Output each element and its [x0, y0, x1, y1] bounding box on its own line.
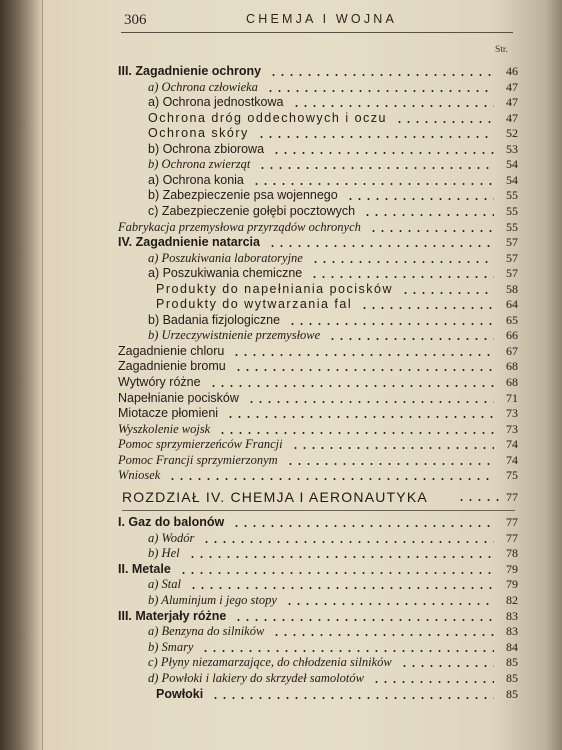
toc-dot-leader [202, 541, 494, 543]
toc-page-number: 67 [506, 343, 518, 358]
toc-page-number: 65 [506, 312, 518, 327]
running-title: CHEMJA I WOJNA [246, 12, 398, 26]
toc-dot-leader [292, 105, 494, 107]
toc-dot-leader [286, 463, 494, 465]
toc-entry [0, 468, 562, 483]
toc-entry [0, 437, 562, 452]
toc-entry [0, 655, 562, 670]
toc-dot-leader [346, 198, 494, 200]
chapter-heading [122, 488, 522, 506]
toc-dot-leader [232, 354, 494, 356]
toc-entry-title: b) Smary [148, 639, 194, 654]
toc-entry-title: Napełnianie pocisków [118, 390, 239, 405]
toc-entry [0, 546, 562, 561]
toc-entry [0, 126, 562, 141]
toc-entry [0, 375, 562, 390]
toc-page-number: 57 [506, 235, 518, 250]
toc-entry [0, 687, 562, 702]
toc-entry-title: I. Gaz do balonów [118, 515, 225, 529]
toc-page-number: 52 [506, 126, 518, 141]
toc-page-number: 84 [506, 639, 518, 654]
toc-dot-leader [189, 587, 494, 589]
toc-entry [0, 640, 562, 655]
toc-entry-title: Wytwóry różne [118, 375, 201, 389]
toc-dot-leader [272, 152, 494, 154]
page-number: 306 [124, 12, 147, 28]
toc-dot-leader [268, 245, 494, 247]
toc-page-number: 73 [506, 406, 518, 421]
toc-entry [0, 344, 562, 359]
toc-entry [0, 671, 562, 686]
toc-page-number: 85 [506, 671, 518, 685]
toc-page-number: 77 [506, 530, 518, 545]
toc-entry [0, 577, 562, 592]
toc-dot-leader [310, 276, 494, 278]
toc-entry-title: II. Metale [118, 561, 171, 576]
toc-entry [0, 157, 562, 172]
toc-entry-title: a) Stal [148, 577, 181, 592]
toc-entry [0, 251, 562, 266]
toc-page-number: 55 [506, 188, 518, 203]
toc-entry-title: b) Ochrona zwierząt [148, 157, 251, 172]
toc-entry-title: b) Badania fizjologiczne [148, 312, 281, 327]
toc-page-number: 85 [506, 686, 518, 701]
toc-page-number: 71 [506, 390, 518, 405]
toc-page-number: 82 [506, 593, 518, 607]
header-rule [121, 32, 513, 33]
toc-page-number: 79 [506, 577, 518, 592]
toc-entry-title: a) Wodór [148, 530, 195, 545]
toc-entry-title: Ochrona skóry [148, 126, 249, 141]
toc-entry [0, 204, 562, 219]
toc-entry-title: b) Aluminjum i jego stopy [148, 593, 277, 607]
toc-page-number: 53 [506, 141, 518, 156]
toc-entry-title: Zagadnienie chloru [118, 343, 225, 358]
page-column-label: Str. [495, 45, 508, 55]
toc-page-number: 55 [506, 219, 518, 234]
toc-entry-title: Powłoki [156, 686, 204, 701]
toc-page-number: 83 [506, 608, 518, 623]
toc-entry-title: a) Ochrona człowieka [148, 79, 258, 94]
toc-entry [0, 624, 562, 639]
toc-page-number: 75 [506, 468, 518, 483]
toc-dot-leader [311, 261, 494, 263]
toc-dot-leader [179, 572, 494, 574]
toc-dot-leader [369, 230, 494, 232]
toc-entry [0, 188, 562, 203]
toc-entry-title: Miotacze płomieni [118, 406, 219, 421]
toc-entry [0, 531, 562, 546]
toc-dot-leader [252, 183, 494, 185]
toc-entry [0, 313, 562, 328]
toc-entry-title: b) Hel [148, 546, 180, 561]
toc-entry-title: III. Zagadnienie ochrony [118, 64, 262, 78]
toc-entry-title: Produkty do wytwarzania fal [156, 297, 353, 312]
toc-page-number: 58 [506, 281, 518, 296]
toc-entry [0, 359, 562, 374]
toc-entry-title: Fabrykacja przemysłowa przyrządów ochronych [118, 219, 361, 234]
toc-entry [0, 282, 562, 297]
toc-dot-leader [285, 603, 494, 605]
toc-dot-leader [395, 121, 494, 123]
toc-entry-title: b) Zabezpieczenie psa wojennego [148, 188, 338, 203]
toc-page-number: 74 [506, 452, 518, 467]
chapter-title: ROZDZIAŁ IV. CHEMJA I AERONAUTYKA [122, 489, 428, 505]
toc-entry [0, 220, 562, 235]
toc-dot-leader [372, 681, 494, 683]
toc-page-number: 57 [506, 266, 518, 281]
toc-entry-title: a) Ochrona jednostkowa [148, 95, 284, 110]
toc-entry-title: Wniosek [118, 468, 161, 483]
toc-dot-leader [258, 167, 494, 169]
toc-dot-leader [401, 292, 494, 294]
toc-dot-leader [234, 369, 494, 371]
toc-dot-leader [288, 323, 494, 325]
toc-entry-title: a) Poszukiwania laboratoryjne [148, 250, 303, 265]
toc-page-number: 68 [506, 359, 518, 374]
toc-page-number: 47 [506, 110, 518, 125]
toc-dot-leader [291, 447, 494, 449]
toc-page-number: 54 [506, 172, 518, 187]
toc-entry [0, 297, 562, 312]
chapter-rule [122, 510, 515, 511]
toc-page-number: 47 [506, 79, 518, 94]
toc-dot-leader [232, 525, 494, 527]
toc-page-number: 57 [506, 250, 518, 265]
toc-dot-leader [168, 478, 494, 480]
toc-entry-title: IV. Zagadnienie natarcia [118, 235, 260, 250]
toc-dot-leader [188, 556, 494, 558]
toc-page-number: 77 [506, 515, 518, 529]
toc-entry [0, 406, 562, 421]
toc-entry-title: b) Ochrona zbiorowa [148, 141, 265, 156]
toc-dot-leader [211, 697, 494, 699]
toc-dot-leader [234, 619, 494, 621]
toc-entry [0, 95, 562, 110]
toc-entry-title: c) Zabezpieczenie gołębi pocztowych [148, 203, 356, 218]
toc-entry [0, 142, 562, 157]
toc-entry-title: b) Urzeczywistnienie przemysłowe [148, 328, 321, 343]
toc-dot-leader [272, 634, 494, 636]
toc-entry-title: Pomoc sprzymierzeńców Francji [118, 437, 283, 452]
toc-dot-leader [328, 338, 494, 340]
toc-entry-title: III. Materjały różne [118, 608, 227, 623]
chapter-dot-leader [457, 499, 505, 501]
toc-entry [0, 235, 562, 250]
toc-entry-title: Produkty do napełniania pocisków [156, 281, 394, 296]
chapter-page-number: 77 [506, 490, 518, 504]
toc-page-number: 66 [506, 328, 518, 343]
toc-entry-title: d) Powłoki i lakiery do skrzydeł samolotów [148, 671, 364, 685]
toc-page-number: 85 [506, 655, 518, 670]
toc-page-number: 73 [506, 421, 518, 436]
toc-entry [0, 453, 562, 468]
toc-dot-leader [218, 432, 494, 434]
toc-page-number: 79 [506, 561, 518, 576]
toc-page-number: 54 [506, 157, 518, 172]
toc-entry [0, 173, 562, 188]
toc-entry-title: a) Ochrona konia [148, 172, 244, 187]
toc-entry [0, 593, 562, 608]
toc-entry [0, 515, 562, 530]
toc-entry [0, 266, 562, 281]
toc-entry-title: a) Benzyna do silników [148, 624, 265, 639]
toc-dot-leader [360, 307, 494, 309]
toc-entry-title: a) Poszukiwania chemiczne [148, 266, 303, 281]
toc-page-number: 55 [506, 203, 518, 218]
toc-page-number: 47 [506, 95, 518, 110]
toc-dot-leader [266, 90, 494, 92]
toc-entry [0, 64, 562, 79]
toc-page-number: 68 [506, 375, 518, 389]
toc-page-number: 74 [506, 437, 518, 452]
toc-page-number: 78 [506, 546, 518, 561]
toc-entry-title: Wyszkolenie wojsk [118, 421, 211, 436]
toc-dot-leader [400, 665, 494, 667]
toc-dot-leader [201, 650, 494, 652]
toc-entry-title: Pomoc Francji sprzymierzonym [118, 452, 278, 467]
toc-entry [0, 391, 562, 406]
toc-dot-leader [363, 214, 494, 216]
toc-entry-title: Zagadnienie bromu [118, 359, 226, 374]
toc-entry [0, 328, 562, 343]
toc-entry [0, 422, 562, 437]
toc-page-number: 83 [506, 624, 518, 639]
toc-entry-title: Ochrona dróg oddechowych i oczu [148, 110, 387, 125]
toc-dot-leader [269, 74, 494, 76]
toc-dot-leader [209, 385, 494, 387]
toc-dot-leader [247, 401, 494, 403]
toc-dot-leader [226, 416, 494, 418]
toc-entry [0, 111, 562, 126]
toc-dot-leader [257, 136, 494, 138]
toc-entry [0, 80, 562, 95]
toc-page-number: 46 [506, 64, 518, 78]
toc-entry [0, 609, 562, 624]
toc-entry [0, 562, 562, 577]
toc-page-number: 64 [506, 297, 518, 312]
toc-entry-title: c) Płyny niezamarzające, do chłodzenia silników [148, 655, 392, 670]
